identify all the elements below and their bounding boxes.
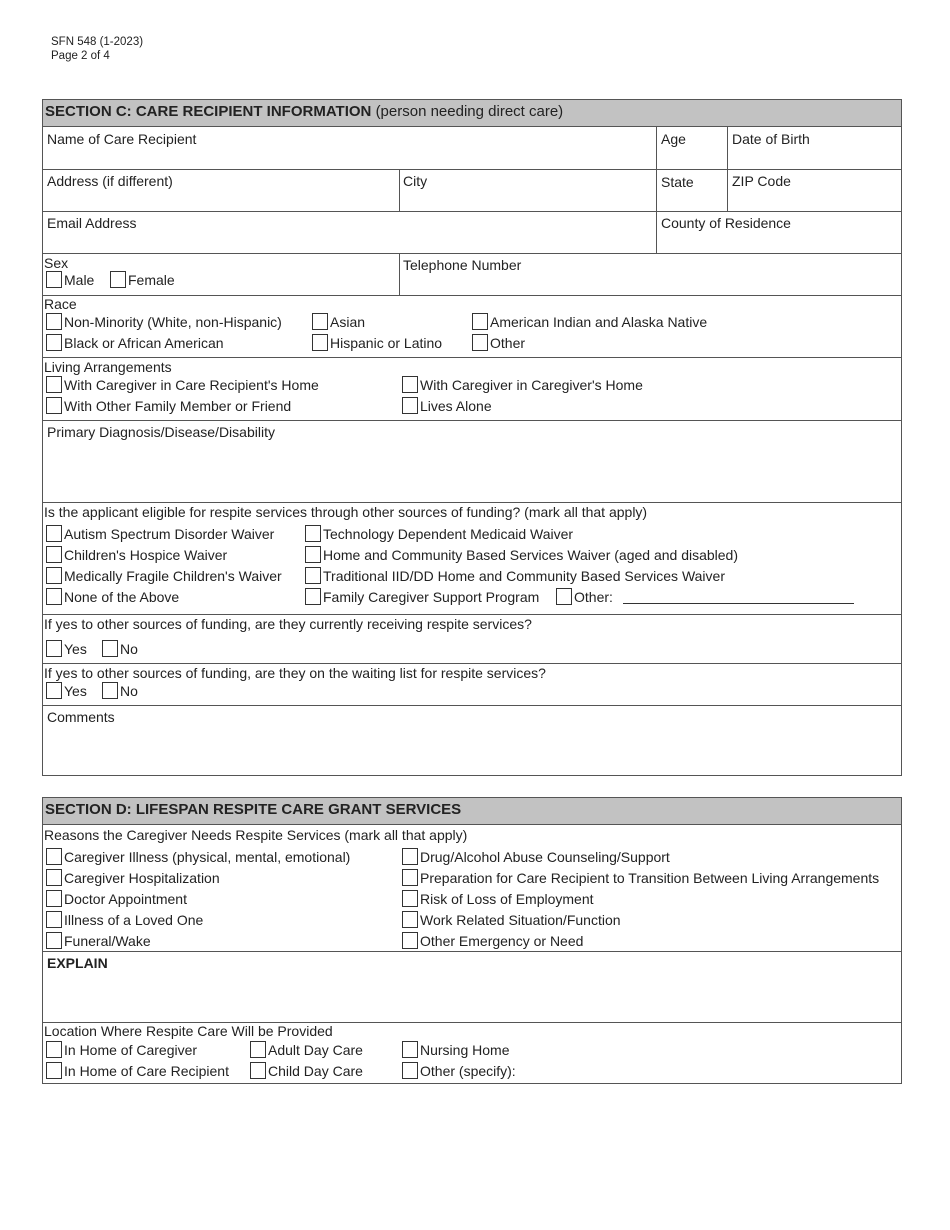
explain-label: EXPLAIN	[47, 955, 108, 971]
page-number: Page 2 of 4	[51, 50, 110, 62]
family-caregiver-checkbox[interactable]: Family Caregiver Support Program	[305, 588, 539, 605]
dob-label: Date of Birth	[732, 131, 810, 147]
phone-label: Telephone Number	[403, 257, 522, 273]
location-nursing-home-checkbox[interactable]: Nursing Home	[402, 1041, 509, 1058]
autism-waiver-checkbox[interactable]: Autism Spectrum Disorder Waiver	[46, 525, 274, 542]
fragile-waiver-checkbox[interactable]: Medically Fragile Children's Waiver	[46, 567, 282, 584]
race-non-minority-checkbox[interactable]: Non-Minority (White, non-Hispanic)	[46, 313, 282, 330]
receiving-no-checkbox[interactable]: No	[102, 640, 138, 657]
location-adult-day-checkbox[interactable]: Adult Day Care	[250, 1041, 363, 1058]
age-label: Age	[661, 131, 686, 147]
section-d-header	[43, 798, 901, 825]
section-c-care-recipient	[42, 99, 902, 776]
receiving-yes-checkbox[interactable]: Yes	[46, 640, 87, 657]
hcbs-waiver-checkbox[interactable]: Home and Community Based Services Waiver (aged and disabled)	[305, 546, 738, 563]
reason-employment-checkbox[interactable]: Risk of Loss of Employment	[402, 890, 594, 907]
iid-dd-waiver-checkbox[interactable]: Traditional IID/DD Home and Community Based Services Waiver	[305, 567, 725, 584]
race-american-indian-checkbox[interactable]: American Indian and Alaska Native	[472, 313, 707, 330]
receiving-question: If yes to other sources of funding, are they currently receiving respite services?	[44, 616, 532, 632]
address-label: Address (if different)	[47, 173, 173, 189]
sex-female-checkbox[interactable]: Female	[110, 271, 175, 288]
eligible-other-line[interactable]	[623, 603, 854, 604]
comments-label: Comments	[47, 709, 115, 725]
email-label: Email Address	[47, 215, 137, 231]
sex-male-checkbox[interactable]: Male	[46, 271, 94, 288]
race-other-checkbox[interactable]: Other	[472, 334, 525, 351]
location-caregiver-home-checkbox[interactable]: In Home of Caregiver	[46, 1041, 197, 1058]
living-label: Living Arrangements	[44, 359, 172, 375]
location-child-day-checkbox[interactable]: Child Day Care	[250, 1062, 363, 1079]
name-label: Name of Care Recipient	[47, 131, 197, 147]
living-family-friend-checkbox[interactable]: With Other Family Member or Friend	[46, 397, 291, 414]
sex-label: Sex	[44, 255, 69, 271]
section-c-title: SECTION C: CARE RECIPIENT INFORMATION	[45, 103, 372, 120]
eligible-other-checkbox[interactable]: Other:	[556, 588, 613, 605]
waiting-no-checkbox[interactable]: No	[102, 682, 138, 699]
section-c-subtitle: (person needing direct care)	[375, 103, 564, 120]
zip-label: ZIP Code	[732, 173, 791, 189]
waiting-yes-checkbox[interactable]: Yes	[46, 682, 87, 699]
reason-funeral-checkbox[interactable]: Funeral/Wake	[46, 932, 151, 949]
location-recipient-home-checkbox[interactable]: In Home of Care Recipient	[46, 1062, 229, 1079]
reason-transition-checkbox[interactable]: Preparation for Care Recipient to Transition Between Living Arrangements	[402, 869, 879, 886]
section-d-respite-services	[42, 797, 902, 1084]
reason-work-checkbox[interactable]: Work Related Situation/Function	[402, 911, 621, 928]
living-alone-checkbox[interactable]: Lives Alone	[402, 397, 492, 414]
waiting-question: If yes to other sources of funding, are they on the waiting list for respite services?	[44, 665, 546, 681]
form-id: SFN 548 (1-2023)	[51, 36, 144, 48]
reason-other-emergency-checkbox[interactable]: Other Emergency or Need	[402, 932, 583, 949]
form-header	[51, 35, 143, 63]
technology-waiver-checkbox[interactable]: Technology Dependent Medicaid Waiver	[305, 525, 573, 542]
race-black-checkbox[interactable]: Black or African American	[46, 334, 224, 351]
section-c-header	[43, 100, 901, 127]
race-label: Race	[44, 296, 77, 312]
race-hispanic-checkbox[interactable]: Hispanic or Latino	[312, 334, 442, 351]
location-label: Location Where Respite Care Will be Provided	[44, 1023, 333, 1039]
hospice-waiver-checkbox[interactable]: Children's Hospice Waiver	[46, 546, 227, 563]
county-label: County of Residence	[661, 215, 791, 231]
reason-caregiver-illness-checkbox[interactable]: Caregiver Illness (physical, mental, emotional)	[46, 848, 350, 865]
race-asian-checkbox[interactable]: Asian	[312, 313, 365, 330]
section-d-title: SECTION D: LIFESPAN RESPITE CARE GRANT SERVICES	[45, 801, 462, 818]
living-caregiver-home-checkbox[interactable]: With Caregiver in Caregiver's Home	[402, 376, 643, 393]
reason-loved-one-checkbox[interactable]: Illness of a Loved One	[46, 911, 203, 928]
eligible-question: Is the applicant eligible for respite services through other sources of funding? (mark all that apply)	[44, 504, 648, 520]
state-label: State	[661, 174, 694, 190]
reason-drug-alcohol-checkbox[interactable]: Drug/Alcohol Abuse Counseling/Support	[402, 848, 670, 865]
city-label: City	[403, 173, 428, 189]
location-other-checkbox[interactable]: Other (specify):	[402, 1062, 516, 1079]
reason-doctor-checkbox[interactable]: Doctor Appointment	[46, 890, 187, 907]
reasons-label: Reasons the Caregiver Needs Respite Services (mark all that apply)	[44, 827, 468, 843]
diagnosis-label: Primary Diagnosis/Disease/Disability	[47, 424, 275, 440]
none-above-checkbox[interactable]: None of the Above	[46, 588, 179, 605]
living-recipient-home-checkbox[interactable]: With Caregiver in Care Recipient's Home	[46, 376, 319, 393]
reason-hospitalization-checkbox[interactable]: Caregiver Hospitalization	[46, 869, 220, 886]
